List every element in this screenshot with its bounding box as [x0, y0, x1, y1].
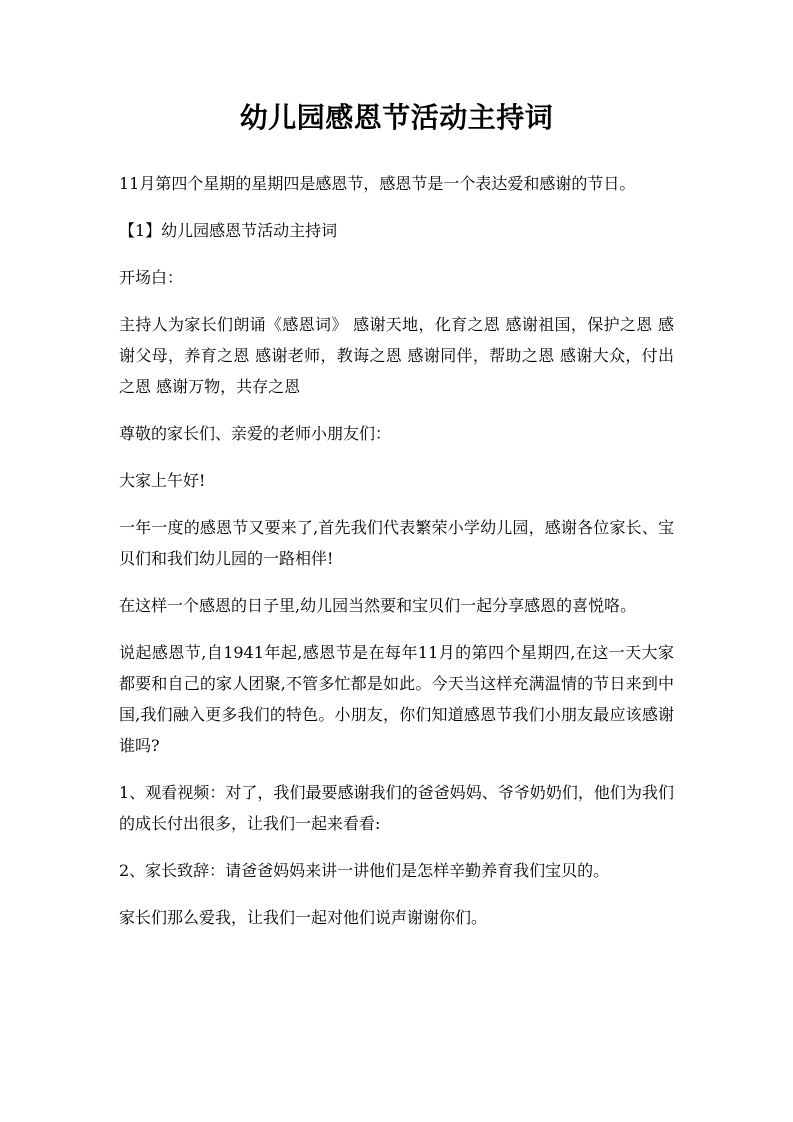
paragraph-gratitude-recital: 主持人为家长们朗诵《感恩词》 感谢天地，化育之恩 感谢祖国，保护之恩 感谢父母，养育之恩 感谢老师，教诲之恩 感谢同伴，帮助之恩 感谢大众，付出之恩 感谢万物，共存之恩: [119, 315, 674, 396]
paragraph-section-heading: 【1】幼儿园感恩节活动主持词: [119, 221, 338, 240]
document-title: 幼儿园感恩节活动主持词: [239, 101, 554, 134]
paragraph-watch-video: 1、观看视频：对了，我们最要感谢我们的爸爸妈妈、爷爷奶奶们，他们为我们的成长付出很多，让我们一起来看看:: [119, 783, 674, 833]
paragraph-history: 说起感恩节,自1941年起,感恩节是在每年11月的第四个星期四,在这一天大家都要和自己的家人团聚,不管多忙都是如此。今天当这样充满温情的节日来到中国,我们融入更多我们的特色。小朋友，你们知道感恩节我们小朋友最应该感谢谁吗?: [119, 643, 674, 755]
paragraph-say-thanks: 家长们那么爱我，让我们一起对他们说声谢谢你们。: [119, 908, 488, 927]
paragraph-parent-speech: 2、家长致辞：请爸爸妈妈来讲一讲他们是怎样辛勤养育我们宝贝的。: [119, 861, 610, 880]
paragraph-greeting: 尊敬的家长们、亲爱的老师小朋友们：: [119, 424, 392, 443]
paragraph-good-morning: 大家上午好!: [119, 471, 206, 490]
paragraph-intro: 11月第四个星期的星期四是感恩节，感恩节是一个表达爱和感谢的节日。: [119, 174, 636, 193]
paragraph-thanks: 一年一度的感恩节又要来了,首先我们代表繁荣小学幼儿园，感谢各位家长、宝贝们和我们幼儿园的一路相伴!: [119, 518, 674, 568]
paragraph-share-joy: 在这样一个感恩的日子里,幼儿园当然要和宝贝们一起分享感恩的喜悦咯。: [119, 596, 637, 615]
paragraph-opening: 开场白：: [119, 268, 184, 287]
